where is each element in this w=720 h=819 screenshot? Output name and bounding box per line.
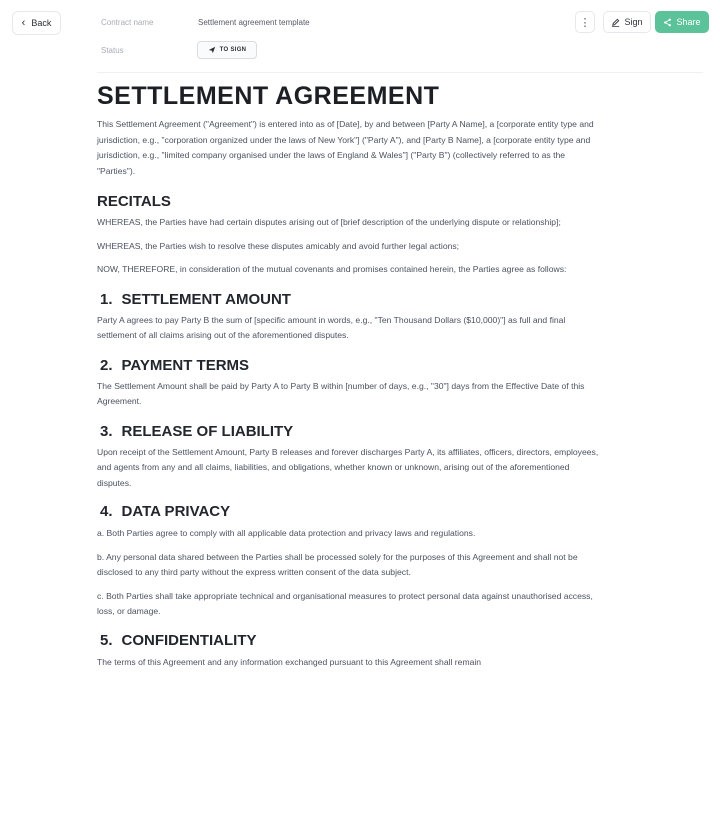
section-number: 3. <box>100 422 113 440</box>
share-icon <box>663 18 672 27</box>
recitals-heading: RECITALS <box>97 193 171 210</box>
section-title: SETTLEMENT AMOUNT <box>121 290 291 308</box>
status-value: TO SIGN <box>219 47 247 53</box>
more-vertical-icon: ⋮ <box>579 16 591 29</box>
share-label: Share <box>676 17 701 27</box>
recital-paragraph: NOW, THEREFORE, in consideration of the mutual covenants and promises contained herein, the Parties agree as follows: <box>97 264 567 274</box>
recital-paragraph: WHEREAS, the Parties wish to resolve these disputes amicably and avoid further legal actions; <box>97 240 460 251</box>
send-icon <box>208 46 216 54</box>
section-title: PAYMENT TERMS <box>121 356 250 374</box>
status-label: Status <box>101 46 124 55</box>
status-badge[interactable] <box>197 41 257 59</box>
section-paragraph: b. Any personal data shared between the Parties shall be processed solely for the purposes of this Agreement and shall not be disclosed to any third party without the express written consent of the data subject. <box>97 551 578 577</box>
section-title: CONFIDENTIALITY <box>121 631 257 649</box>
section-paragraph: The Settlement Amount shall be paid by Party A to Party B within [number of days, e.g., "30"] days from the Effective Date of this Agreement. <box>97 380 585 406</box>
section-heading-settlement-amount <box>97 291 602 308</box>
top-bar <box>0 0 720 72</box>
section-number: 2. <box>100 356 113 374</box>
section-number: 5. <box>100 631 113 649</box>
back-button[interactable] <box>12 11 61 35</box>
sign-button[interactable] <box>603 11 651 33</box>
section-heading-release-of-liability <box>97 423 602 440</box>
section-heading-data-privacy <box>97 503 602 520</box>
section-number: 4. <box>100 503 113 520</box>
bottom-fade-overlay <box>0 712 720 819</box>
header-divider <box>97 72 703 73</box>
section-paragraph: The terms of this Agreement and any information exchanged pursuant to this Agreement shall remain <box>97 656 482 667</box>
pen-icon <box>611 18 620 27</box>
more-options-button[interactable] <box>575 11 595 33</box>
section-paragraph: Party A agrees to pay Party B the sum of [specific amount in words, e.g., "Ten Thousand Dollars ($10,000)"] as full and final settlement of all claims arising out of the aforementioned disputes. <box>97 314 566 340</box>
section-paragraph: Upon receipt of the Settlement Amount, Party B releases and forever discharges Party A, its affiliates, officers, directors, employees, and agents from any and all claims, liabilities, and obligations, whether known or unknown, arising out of the aforementioned disputes. <box>97 446 599 488</box>
section-paragraph: a. Both Parties agree to comply with all applicable data protection and privacy laws and regulations. <box>97 528 476 538</box>
share-button[interactable] <box>655 11 709 33</box>
section-heading-confidentiality <box>97 632 602 649</box>
recital-paragraph: WHEREAS, the Parties have had certain disputes arising out of [brief description of the underlying dispute or relationship]; <box>97 217 561 227</box>
section-heading-payment-terms <box>97 357 602 374</box>
section-paragraph: c. Both Parties shall take appropriate technical and organisational measures to protect personal data against unauthorised access, loss, or damage. <box>97 590 593 616</box>
contract-name-value[interactable]: Settlement agreement template <box>198 18 310 27</box>
intro-paragraph: This Settlement Agreement ("Agreement") is entered into as of [Date], by and between [Party A Name], a [corporate entity type and jurisdiction, e.g., "corporation organized under the laws of New York"] ("Party A"), and [Party B Name], a [corporate entity type and jurisdiction, e.g., "limited company organised under the laws of England & Wales"] ("Party B") (collectively referred to as the "Parties"). <box>97 119 594 176</box>
chevron-left-icon: ‹ <box>21 16 26 29</box>
section-number: 1. <box>100 290 113 308</box>
contract-name-label: Contract name <box>101 18 154 27</box>
section-title: RELEASE OF LIABILITY <box>121 422 294 440</box>
document-body <box>97 80 602 670</box>
sign-label: Sign <box>624 17 643 27</box>
back-label: Back <box>31 18 52 28</box>
section-title: DATA PRIVACY <box>121 503 231 520</box>
document-title: SETTLEMENT AGREEMENT <box>97 82 440 110</box>
